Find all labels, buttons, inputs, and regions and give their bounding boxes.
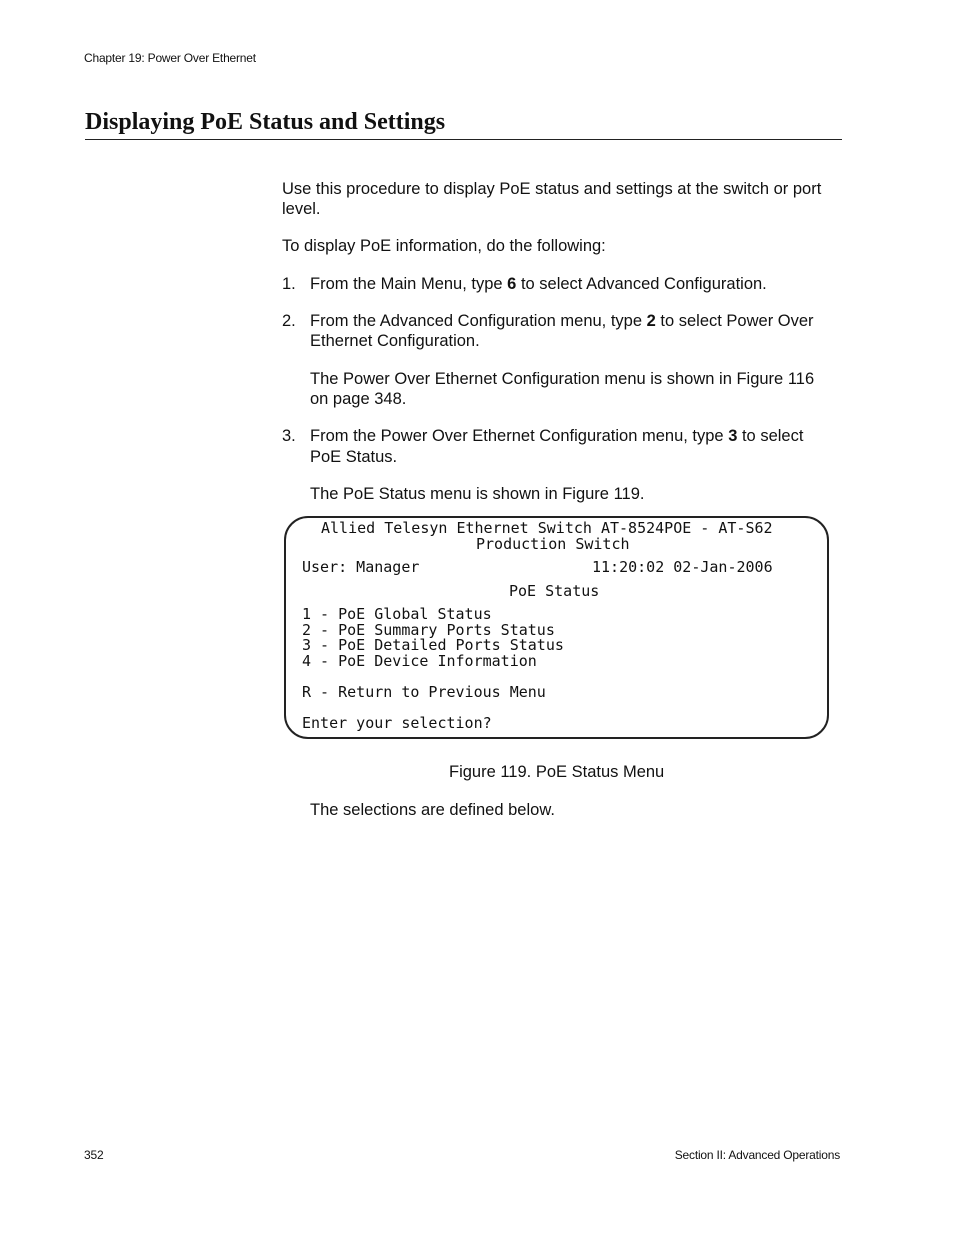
step-3-number: 3. [282,427,296,445]
intro-line-2: level. [282,200,321,218]
terminal-option-1: 1 - PoE Global Status [302,605,492,623]
step-1-pre: From the Main Menu, type [310,275,508,293]
step-1-number: 1. [282,275,296,293]
page-number: 352 [84,1148,104,1162]
page-title: Displaying PoE Status and Settings [85,106,842,140]
section-footer: Section II: Advanced Operations [674,1148,840,1162]
intro-line-1: Use this procedure to display PoE status and settings at the switch or port [282,180,822,198]
terminal-datetime: 11:20:02 02-Jan-2006 [592,558,773,576]
chapter-header: Chapter 19: Power Over Ethernet [84,51,256,65]
terminal-menu-title: PoE Status [509,582,600,600]
intro-lead: To display PoE information, do the following: [282,237,606,255]
terminal-user: User: Manager [302,558,420,576]
step-3-pre: From the Power Over Ethernet Configuration menu, type [310,427,729,445]
terminal-option-3: 3 - PoE Detailed Ports Status [302,636,564,654]
terminal-option-2: 2 - PoE Summary Ports Status [302,621,555,639]
figure-caption: Figure 119. PoE Status Menu [449,763,665,781]
step-2-note-line-2: on page 348. [310,390,407,408]
step-2-pre: From the Advanced Configuration menu, type [310,312,647,330]
step-1-text [310,274,767,294]
step-3-note-line-1: The PoE Status menu is shown in Figure 119. [310,485,645,503]
step-2-text-line-2: Ethernet Configuration. [310,332,480,350]
step-3-text-line-2: PoE Status. [310,448,398,466]
terminal-prompt: Enter your selection? [302,714,492,732]
after-figure-text: The selections are defined below. [310,801,555,819]
step-2-text [310,311,814,331]
step-3-text [310,426,803,446]
step-3-key: 3 [728,427,738,445]
step-1-key: 6 [507,275,517,293]
step-2-note-line-1: The Power Over Ethernet Configuration menu is shown in Figure 116 [310,370,815,388]
step-3-post: to select [737,427,804,445]
step-2-key: 2 [646,312,656,330]
terminal-banner-line-1: Allied Telesyn Ethernet Switch AT-8524POE - AT-S62 [321,519,773,537]
terminal-return-option: R - Return to Previous Menu [302,683,546,701]
step-1-post: to select Advanced Configuration. [516,275,767,293]
step-2-number: 2. [282,312,296,330]
terminal-banner-line-2: Production Switch [476,535,630,553]
step-2-post: to select Power Over [655,312,814,330]
terminal-option-4: 4 - PoE Device Information [302,652,537,670]
